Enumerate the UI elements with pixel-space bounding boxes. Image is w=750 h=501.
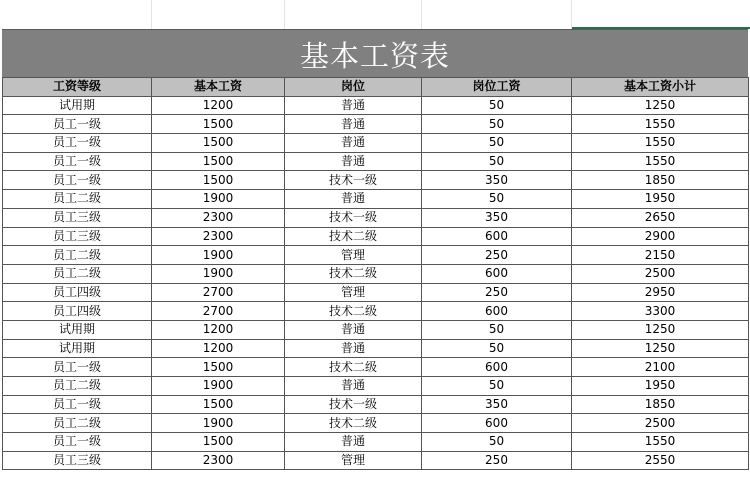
cell-position[interactable]: 普通 bbox=[285, 96, 422, 115]
cell-grade[interactable]: 员工一级 bbox=[3, 152, 152, 171]
cell-position[interactable]: 普通 bbox=[285, 320, 422, 339]
cell-grade[interactable]: 员工三级 bbox=[3, 451, 152, 470]
table-row bbox=[3, 377, 749, 396]
cell-subtotal[interactable]: 2500 bbox=[572, 414, 749, 433]
cell-position[interactable]: 普通 bbox=[285, 134, 422, 153]
cell-position[interactable]: 管理 bbox=[285, 451, 422, 470]
cell-grade[interactable]: 员工三级 bbox=[3, 208, 152, 227]
table-row bbox=[3, 208, 749, 227]
cell-position-salary[interactable]: 600 bbox=[422, 264, 572, 283]
cell-base-salary[interactable]: 1500 bbox=[152, 395, 285, 414]
table-row bbox=[3, 358, 749, 377]
cell-subtotal[interactable]: 1950 bbox=[572, 190, 749, 209]
cell-position-salary[interactable]: 350 bbox=[422, 208, 572, 227]
cell-base-salary[interactable]: 1500 bbox=[152, 134, 285, 153]
table-row bbox=[3, 339, 749, 358]
page-title: 基本工资表 bbox=[299, 38, 450, 73]
spreadsheet-top-row bbox=[0, 0, 750, 29]
cell-base-salary[interactable]: 1500 bbox=[152, 152, 285, 171]
table-row bbox=[3, 302, 749, 321]
cell-position[interactable]: 技术二级 bbox=[285, 302, 422, 321]
cell-position-salary[interactable]: 50 bbox=[422, 115, 572, 134]
cell-position[interactable]: 技术二级 bbox=[285, 264, 422, 283]
cell-position-salary[interactable]: 50 bbox=[422, 339, 572, 358]
cell-base-salary[interactable]: 1200 bbox=[152, 96, 285, 115]
cell-subtotal[interactable]: 1550 bbox=[572, 152, 749, 171]
table-row bbox=[3, 171, 749, 190]
cell-base-salary[interactable]: 1200 bbox=[152, 339, 285, 358]
table-row bbox=[3, 246, 749, 265]
column-header-base-salary[interactable]: 基本工资 bbox=[152, 78, 285, 97]
cell-position-salary[interactable]: 600 bbox=[422, 358, 572, 377]
cell-grade[interactable]: 员工一级 bbox=[3, 395, 152, 414]
cell-position-salary[interactable]: 50 bbox=[422, 190, 572, 209]
table-row bbox=[3, 264, 749, 283]
cell-subtotal[interactable]: 1850 bbox=[572, 395, 749, 414]
table-row bbox=[3, 152, 749, 171]
table-row bbox=[3, 414, 749, 433]
cell-position-salary[interactable]: 250 bbox=[422, 451, 572, 470]
cell-position[interactable]: 管理 bbox=[285, 246, 422, 265]
cell-grade[interactable]: 员工一级 bbox=[3, 433, 152, 452]
cell-grade[interactable]: 员工二级 bbox=[3, 190, 152, 209]
cell-subtotal[interactable]: 2900 bbox=[572, 227, 749, 246]
cell-subtotal[interactable]: 2950 bbox=[572, 283, 749, 302]
cell-position-salary[interactable]: 50 bbox=[422, 96, 572, 115]
cell-base-salary[interactable]: 2300 bbox=[152, 451, 285, 470]
cell-grade[interactable]: 员工二级 bbox=[3, 264, 152, 283]
table-row bbox=[3, 283, 749, 302]
cell-position[interactable]: 普通 bbox=[285, 152, 422, 171]
cell-base-salary[interactable]: 1500 bbox=[152, 115, 285, 134]
table-row bbox=[3, 433, 749, 452]
column-header-grade[interactable]: 工资等级 bbox=[3, 78, 152, 97]
cell-base-salary[interactable]: 2300 bbox=[152, 227, 285, 246]
cell-base-salary[interactable]: 2700 bbox=[152, 302, 285, 321]
cell-position-salary[interactable]: 50 bbox=[422, 320, 572, 339]
cell-position[interactable]: 技术二级 bbox=[285, 358, 422, 377]
cell-position-salary[interactable]: 50 bbox=[422, 377, 572, 396]
table-row bbox=[3, 451, 749, 470]
cell-base-salary[interactable]: 2700 bbox=[152, 283, 285, 302]
cell-subtotal[interactable]: 1250 bbox=[572, 320, 749, 339]
title-banner bbox=[2, 29, 748, 78]
cell-subtotal[interactable]: 3300 bbox=[572, 302, 749, 321]
cell-position[interactable]: 普通 bbox=[285, 339, 422, 358]
cell-base-salary[interactable]: 1900 bbox=[152, 246, 285, 265]
cell-grade[interactable]: 试用期 bbox=[3, 96, 152, 115]
cell-grade[interactable]: 员工四级 bbox=[3, 302, 152, 321]
cell-grade[interactable]: 员工一级 bbox=[3, 134, 152, 153]
cell-grade[interactable]: 员工一级 bbox=[3, 171, 152, 190]
cell-subtotal[interactable]: 1550 bbox=[572, 134, 749, 153]
cell-subtotal[interactable]: 2500 bbox=[572, 264, 749, 283]
cell-grade[interactable]: 员工四级 bbox=[3, 283, 152, 302]
cell-position-salary[interactable]: 50 bbox=[422, 152, 572, 171]
table-row bbox=[3, 190, 749, 209]
cell-base-salary[interactable]: 1500 bbox=[152, 171, 285, 190]
grid-cell[interactable] bbox=[151, 0, 285, 29]
salary-table bbox=[2, 77, 749, 470]
cell-position[interactable]: 普通 bbox=[285, 190, 422, 209]
cell-base-salary[interactable]: 1200 bbox=[152, 320, 285, 339]
cell-subtotal[interactable]: 1250 bbox=[572, 339, 749, 358]
cell-position-salary[interactable]: 50 bbox=[422, 433, 572, 452]
cell-position-salary[interactable]: 50 bbox=[422, 134, 572, 153]
cell-position[interactable]: 技术一级 bbox=[285, 208, 422, 227]
cell-position-salary[interactable]: 250 bbox=[422, 246, 572, 265]
cell-position[interactable]: 管理 bbox=[285, 283, 422, 302]
cell-position[interactable]: 普通 bbox=[285, 115, 422, 134]
cell-base-salary[interactable]: 2300 bbox=[152, 208, 285, 227]
table-row bbox=[3, 134, 749, 153]
header-row bbox=[3, 78, 749, 97]
cell-subtotal[interactable]: 1250 bbox=[572, 96, 749, 115]
cell-position-salary[interactable]: 600 bbox=[422, 414, 572, 433]
column-header-subtotal[interactable]: 基本工资小计 bbox=[572, 78, 749, 97]
cell-position-salary[interactable]: 600 bbox=[422, 227, 572, 246]
cell-base-salary[interactable]: 1500 bbox=[152, 433, 285, 452]
cell-subtotal[interactable]: 2150 bbox=[572, 246, 749, 265]
column-header-position-salary[interactable]: 岗位工资 bbox=[422, 78, 572, 97]
cell-position-salary[interactable]: 600 bbox=[422, 302, 572, 321]
cell-grade[interactable]: 试用期 bbox=[3, 339, 152, 358]
cell-grade[interactable]: 员工一级 bbox=[3, 358, 152, 377]
cell-base-salary[interactable]: 1900 bbox=[152, 264, 285, 283]
cell-position-salary[interactable]: 250 bbox=[422, 283, 572, 302]
table-row bbox=[3, 227, 749, 246]
cell-grade[interactable]: 员工二级 bbox=[3, 377, 152, 396]
cell-base-salary[interactable]: 1900 bbox=[152, 190, 285, 209]
column-header-position[interactable]: 岗位 bbox=[285, 78, 422, 97]
cell-grade[interactable]: 员工二级 bbox=[3, 414, 152, 433]
cell-position[interactable]: 技术二级 bbox=[285, 414, 422, 433]
cell-base-salary[interactable]: 1900 bbox=[152, 414, 285, 433]
table-row bbox=[3, 320, 749, 339]
cell-subtotal[interactable]: 2650 bbox=[572, 208, 749, 227]
table-row bbox=[3, 96, 749, 115]
cell-grade[interactable]: 试用期 bbox=[3, 320, 152, 339]
cell-base-salary[interactable]: 1500 bbox=[152, 358, 285, 377]
table-row bbox=[3, 115, 749, 134]
cell-subtotal[interactable]: 1550 bbox=[572, 433, 749, 452]
cell-position[interactable]: 普通 bbox=[285, 377, 422, 396]
cell-position[interactable]: 技术一级 bbox=[285, 171, 422, 190]
cell-grade[interactable]: 员工一级 bbox=[3, 115, 152, 134]
cell-subtotal[interactable]: 2100 bbox=[572, 358, 749, 377]
cell-position-salary[interactable]: 350 bbox=[422, 171, 572, 190]
table-row bbox=[3, 395, 749, 414]
cell-base-salary[interactable]: 1900 bbox=[152, 377, 285, 396]
cell-subtotal[interactable]: 1550 bbox=[572, 115, 749, 134]
grid-cell[interactable] bbox=[0, 0, 152, 29]
cell-subtotal[interactable]: 1850 bbox=[572, 171, 749, 190]
cell-grade[interactable]: 员工二级 bbox=[3, 246, 152, 265]
cell-subtotal[interactable]: 1950 bbox=[572, 377, 749, 396]
grid-cell[interactable] bbox=[421, 0, 572, 29]
cell-grade[interactable]: 员工三级 bbox=[3, 227, 152, 246]
grid-cell[interactable] bbox=[284, 0, 422, 29]
cell-position-salary[interactable]: 350 bbox=[422, 395, 572, 414]
cell-subtotal[interactable]: 2550 bbox=[572, 451, 749, 470]
cell-position[interactable]: 普通 bbox=[285, 433, 422, 452]
cell-position[interactable]: 技术一级 bbox=[285, 395, 422, 414]
cell-position[interactable]: 技术二级 bbox=[285, 227, 422, 246]
